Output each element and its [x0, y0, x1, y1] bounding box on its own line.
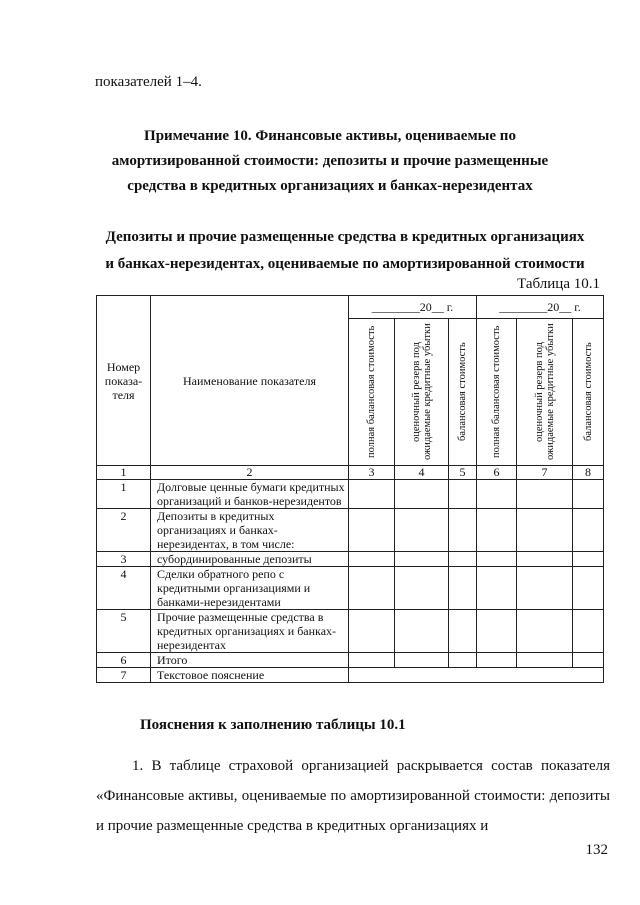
empty-cell: [395, 480, 449, 509]
year-header-2: ________20__ г.: [477, 296, 604, 319]
column-number: 2: [151, 466, 349, 480]
empty-cell: [349, 610, 395, 653]
empty-cell: [449, 653, 477, 668]
column-number: 8: [573, 466, 604, 480]
sub-header-gross: полная балансовая стоимость: [366, 325, 377, 459]
column-number: 6: [477, 466, 517, 480]
column-number: 5: [449, 466, 477, 480]
empty-cell: [449, 509, 477, 552]
col-number-header: Номер показа-теля: [97, 296, 151, 466]
empty-cell: [349, 668, 604, 683]
empty-cell: [517, 509, 573, 552]
empty-cell: [349, 567, 395, 610]
empty-cell: [349, 480, 395, 509]
empty-cell: [395, 653, 449, 668]
empty-cell: [449, 567, 477, 610]
col-name-header: Наименование показателя: [151, 296, 349, 466]
column-number: 4: [395, 466, 449, 480]
row-name: Сделки обратного репо с кредитными организациями и банками-нерезидентами: [151, 567, 349, 610]
table-label: Таблица 10.1: [517, 276, 600, 292]
row-number: 3: [97, 552, 151, 567]
empty-cell: [395, 610, 449, 653]
empty-cell: [395, 552, 449, 567]
row-number: 2: [97, 509, 151, 552]
table-row: [97, 509, 604, 552]
empty-cell: [477, 509, 517, 552]
sub-header-cell: [449, 319, 477, 466]
row-number: 5: [97, 610, 151, 653]
table-title-line: Депозиты и прочие размещенные средства в кредитных организациях: [105, 229, 585, 245]
sub-header-gross: полная балансовая стоимость: [491, 325, 502, 459]
empty-cell: [349, 509, 395, 552]
empty-cell: [349, 653, 395, 668]
table-row: [97, 567, 604, 610]
table-row: [97, 668, 604, 683]
sub-header-allowance: оценочный резерв под ожидаемые кредитные убытки: [533, 323, 556, 461]
empty-cell: [349, 552, 395, 567]
table-row: [97, 552, 604, 567]
sub-header-cell: [517, 319, 573, 466]
table-title: [80, 224, 610, 278]
row-name: субординированные депозиты: [151, 552, 349, 567]
table-row: [97, 653, 604, 668]
sub-header-carrying: балансовая стоимость: [457, 342, 468, 442]
row-number: 1: [97, 480, 151, 509]
sub-header-carrying: балансовая стоимость: [582, 342, 594, 442]
column-number: 7: [517, 466, 573, 480]
empty-cell: [517, 552, 573, 567]
note-title-line: амортизированной стоимости: депозиты и прочие размещенные: [111, 153, 549, 169]
empty-cell: [449, 610, 477, 653]
row-name: Долговые ценные бумаги кредитных организаций и банков-нерезидентов: [151, 480, 349, 509]
empty-cell: [573, 567, 604, 610]
empty-cell: [573, 610, 604, 653]
explanation-paragraph: [96, 751, 610, 841]
note-title-line: Примечание 10. Финансовые активы, оцениваемые по: [144, 128, 516, 144]
empty-cell: [517, 567, 573, 610]
empty-cell: [477, 610, 517, 653]
explanations-title: Пояснения к заполнению таблицы 10.1: [140, 717, 406, 733]
empty-cell: [477, 567, 517, 610]
row-name: Прочие размещенные средства в кредитных организациях и банках-нерезидентах: [151, 610, 349, 653]
row-number: 7: [97, 668, 151, 683]
sub-header-cell: [573, 319, 604, 466]
column-number: 1: [97, 466, 151, 480]
sub-header-cell: [395, 319, 449, 466]
row-name: Депозиты в кредитных организациях и банках-нерезидентах, в том числе:: [151, 509, 349, 552]
empty-cell: [573, 653, 604, 668]
empty-cell: [573, 509, 604, 552]
empty-cell: [517, 480, 573, 509]
sub-header-cell: [477, 319, 517, 466]
empty-cell: [449, 552, 477, 567]
empty-cell: [395, 509, 449, 552]
row-number: 6: [97, 653, 151, 668]
row-number: 4: [97, 567, 151, 610]
intro-text: показателей 1–4.: [95, 74, 202, 90]
empty-cell: [477, 653, 517, 668]
empty-cell: [517, 653, 573, 668]
row-name: Текстовое пояснение: [151, 668, 349, 683]
note-title: [60, 124, 600, 199]
column-numbers-row: [97, 466, 604, 480]
empty-cell: [477, 480, 517, 509]
table-row: [97, 480, 604, 509]
sub-header-cell: [349, 319, 395, 466]
table-title-line: и банках-нерезидентах, оцениваемые по амортизированной стоимости: [105, 256, 585, 272]
paragraph-text: 1. В таблице страховой организацией раскрывается состав показателя «Финансовые активы, оцениваемые по амортизированной стоимости: депозиты и прочие размещенные средства в кредитных организациях и: [96, 758, 610, 834]
empty-cell: [449, 480, 477, 509]
empty-cell: [395, 567, 449, 610]
note-title-line: средства в кредитных организациях и банках-нерезидентах: [127, 178, 533, 194]
page-number: 132: [585, 842, 608, 858]
empty-cell: [573, 480, 604, 509]
indicators-table: [96, 295, 604, 683]
table-row: [97, 610, 604, 653]
empty-cell: [573, 552, 604, 567]
column-number: 3: [349, 466, 395, 480]
empty-cell: [477, 552, 517, 567]
year-header-1: ________20__ г.: [349, 296, 477, 319]
sub-header-allowance: оценочный резерв под ожидаемые кредитные убытки: [410, 323, 433, 461]
empty-cell: [517, 610, 573, 653]
row-name: Итого: [151, 653, 349, 668]
